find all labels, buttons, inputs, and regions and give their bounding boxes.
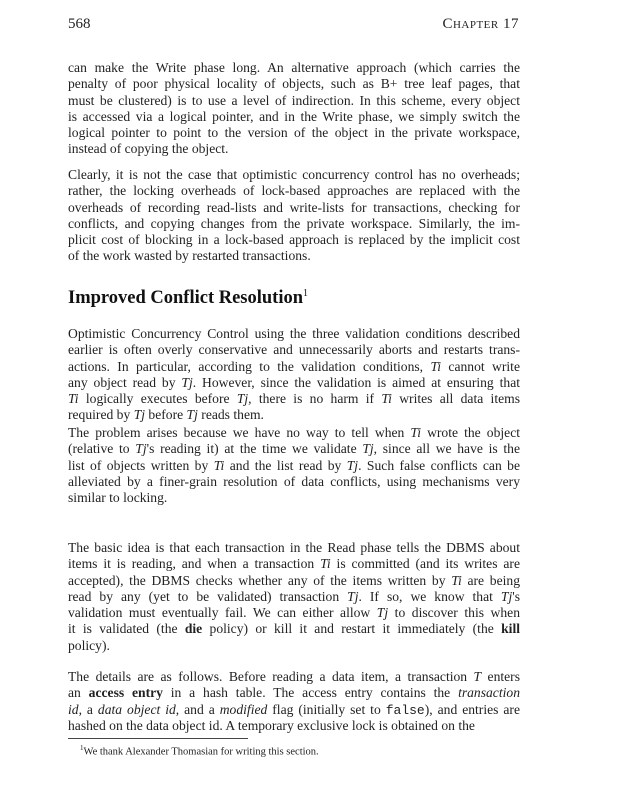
- text-line: [68, 183, 520, 199]
- italic-term: Tj: [347, 588, 359, 604]
- paragraph: [68, 167, 520, 265]
- text-line: [68, 125, 520, 141]
- paragraph: [68, 425, 520, 506]
- italic-term: Tj: [376, 605, 389, 621]
- text-line: [68, 556, 520, 572]
- italic-term: Tj: [362, 441, 374, 457]
- text-line: [68, 167, 520, 183]
- footnote-rule: [68, 738, 248, 739]
- text-run: before: [145, 407, 187, 423]
- text-line: [68, 669, 520, 685]
- text-run: logical pointer to point to the version of the object in the private workspace,: [68, 125, 520, 141]
- italic-term: Tj: [181, 374, 193, 390]
- code-term: false: [385, 702, 425, 718]
- text-run: accepted), the DBMS checks whether any of the items written by: [68, 572, 452, 588]
- italic-term: transaction: [458, 685, 520, 701]
- running-header-chapter: Chapter 17: [442, 16, 519, 32]
- text-line: [68, 458, 520, 474]
- italic-term: data object id: [97, 701, 176, 717]
- text-run: policy).: [68, 637, 110, 653]
- italic-term: Tj: [186, 407, 198, 423]
- text-line: [68, 407, 520, 423]
- text-line: [68, 490, 520, 506]
- italic-term: id: [68, 701, 79, 717]
- text-line: [68, 248, 520, 264]
- text-run: is committed (and its writes are: [330, 556, 520, 572]
- italic-term: Ti: [410, 425, 421, 440]
- text-line: [68, 441, 520, 457]
- page-number: 568: [68, 16, 91, 32]
- text-line: [68, 702, 520, 718]
- text-run: wrote the object: [421, 425, 521, 440]
- italic-term: Ti: [68, 391, 79, 407]
- text-run: list of objects written by: [68, 457, 214, 473]
- italic-term: Tj: [135, 441, 147, 457]
- italic-term: Ti: [451, 572, 462, 588]
- section-heading: [68, 288, 308, 309]
- text-line: [68, 425, 520, 441]
- italic-term: modified: [219, 701, 268, 717]
- text-run: items it is reading, and when a transaction: [68, 556, 321, 572]
- text-run: 's reading it) at the time we validate: [146, 441, 363, 457]
- text-run: read by any (yet to be validated) transaction: [68, 588, 348, 604]
- bold-term: die: [184, 621, 203, 637]
- text-run: plicit cost of blocking in a lock-based approach is replaced by the implicit cost: [68, 232, 520, 248]
- text-run: , a: [78, 701, 98, 717]
- text-run: , since all we have is the: [373, 441, 520, 457]
- italic-term: T: [473, 669, 482, 684]
- italic-term: Ti: [430, 358, 442, 374]
- text-line: [68, 200, 520, 216]
- text-run: . If so, we know that: [358, 588, 501, 604]
- text-run: 's: [512, 588, 520, 604]
- text-line: [68, 573, 520, 589]
- italic-term: Tj: [133, 407, 146, 423]
- text-line: [68, 605, 520, 621]
- text-line: [68, 326, 520, 342]
- text-run: any object read by: [68, 374, 182, 390]
- text-run: ), and entries are: [424, 701, 520, 717]
- footnote-number: 1: [80, 744, 84, 752]
- text-run: earlier is often overly conservative and unnecessarily aborts and restarts trans-: [68, 342, 520, 358]
- text-run: is accessed via a logical pointer, and in the Write phase, we simply switch the: [68, 108, 520, 124]
- text-run: . However, since the validation is aimed at ensuring that: [192, 374, 520, 390]
- text-run: rather, the locking overheads of lock-based approaches are replaced with the: [68, 183, 520, 199]
- italic-term: Ti: [320, 556, 331, 572]
- text-run: overheads of recording read-lists and write-lists for transactions, checking for: [68, 199, 520, 215]
- text-run: validation must eventually fail. We can either allow: [68, 605, 377, 621]
- text-run: it is validated (the: [68, 621, 185, 637]
- text-line: [68, 391, 520, 407]
- text-line: [68, 141, 520, 157]
- text-line: [68, 540, 520, 556]
- text-run: Clearly, it is not the case that optimistic concurrency control has no overheads;: [68, 167, 520, 182]
- text-run: The details are as follows. Before reading a data item, a transaction: [68, 669, 474, 684]
- text-run: actions. In particular, according to the validation conditions,: [68, 358, 431, 374]
- text-line: [68, 232, 520, 248]
- text-run: Optimistic Concurrency Control using the three validation conditions described: [68, 326, 520, 341]
- paragraph: [68, 540, 520, 654]
- footnote-text: We thank Alexander Thomasian for writing this section.: [83, 746, 319, 758]
- text-run: writes all data items: [391, 391, 521, 407]
- text-line: [68, 474, 520, 490]
- bold-term: kill: [501, 621, 520, 637]
- text-run: (relative to: [68, 441, 136, 457]
- text-run: penalty of poor physical locality of objects, such as B+ tree leaf pages, that: [68, 76, 520, 92]
- text-line: [68, 93, 520, 109]
- text-line: [68, 60, 520, 76]
- italic-term: Tj: [500, 588, 513, 604]
- text-line: [68, 685, 520, 701]
- italic-term: Ti: [381, 391, 392, 407]
- text-run: . Such false conflicts can be: [358, 457, 521, 473]
- text-run: must be clustered) is to use a level of indirection. In this scheme, every object: [68, 92, 520, 108]
- text-line: [68, 109, 520, 125]
- text-line: [68, 638, 520, 654]
- text-line: [68, 621, 520, 637]
- italic-term: Tj: [236, 391, 249, 407]
- text-run: are being: [461, 572, 520, 588]
- text-run: hashed on the data object id. A temporary exclusive lock is obtained on the: [68, 717, 475, 733]
- text-run: reads them.: [197, 407, 264, 423]
- italic-term: Tj: [346, 457, 359, 473]
- text-line: [68, 216, 520, 232]
- text-run: enters: [481, 669, 520, 684]
- section-heading-text: Improved Conflict Resolution: [68, 288, 304, 309]
- paragraph: [68, 669, 520, 734]
- text-run: in a hash table. The access entry contains the: [162, 685, 459, 701]
- text-line: [68, 718, 520, 734]
- text-line: [68, 589, 520, 605]
- text-run: instead of copying the object.: [68, 141, 229, 157]
- text-run: flag (initially set to: [267, 701, 386, 717]
- text-run: conflicts, and copying changes from the private workspace. Similarly, the im-: [68, 215, 520, 231]
- text-run: The basic idea is that each transaction in the Read phase tells the DBMS about: [68, 540, 520, 555]
- text-run: , and a: [175, 701, 220, 717]
- text-line: [68, 359, 520, 375]
- text-run: can make the Write phase long. An alternative approach (which carries the: [68, 60, 520, 75]
- text-run: The problem arises because we have no way to tell when: [68, 425, 411, 440]
- text-run: required by: [68, 407, 134, 423]
- text-run: , there is no harm if: [248, 391, 382, 407]
- text-run: alleviated by a finer-grain resolution of data conflicts, using mechanisms very: [68, 473, 520, 489]
- text-run: of the work wasted by restarted transactions.: [68, 248, 311, 264]
- paragraph: [68, 326, 520, 424]
- text-run: policy) or kill it and restart it immediately (the: [202, 621, 502, 637]
- italic-term: Ti: [213, 457, 225, 473]
- footnote: [80, 744, 319, 758]
- text-run: and the list read by: [224, 457, 347, 473]
- text-run: an: [68, 685, 89, 701]
- paragraph: [68, 60, 520, 158]
- footnote-mark: 1: [303, 288, 309, 299]
- text-line: [68, 342, 520, 358]
- text-run: similar to locking.: [68, 490, 168, 506]
- text-run: logically executes before: [78, 391, 237, 407]
- text-run: cannot write: [441, 358, 520, 374]
- text-line: [68, 375, 520, 391]
- text-line: [68, 76, 520, 92]
- bold-term: access entry: [88, 685, 163, 701]
- text-run: to discover this when: [388, 605, 520, 621]
